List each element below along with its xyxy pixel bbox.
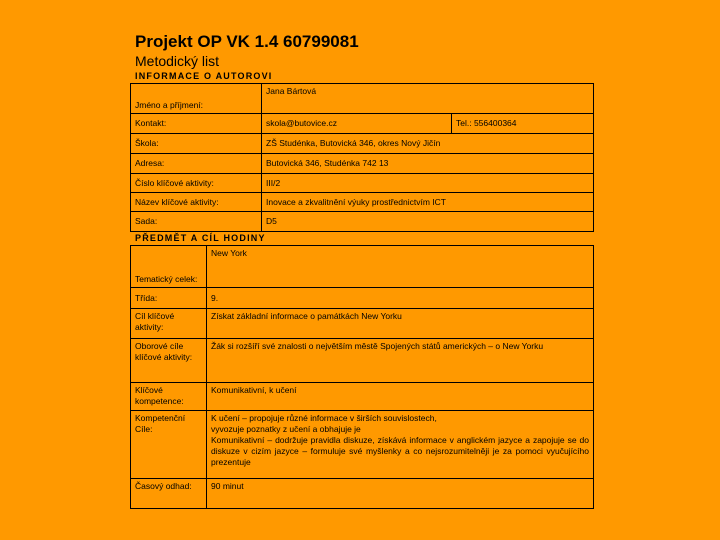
page-title: Projekt OP VK 1.4 60799081 [135, 32, 359, 51]
table-row [131, 174, 594, 193]
school-value: ZŠ Studénka, Butovická 346, okres Nový Jičín [262, 134, 594, 154]
table-row [131, 309, 594, 339]
activity-name-value: Inovace a zkvalitnění výuky prostřednictvím ICT [262, 193, 594, 212]
table-row [131, 479, 594, 509]
contact-label: Kontakt: [131, 114, 262, 134]
activity-number-label: Číslo klíčové aktivity: [131, 174, 262, 193]
field-goal-label: Oborové cíle klíčové aktivity: [131, 339, 207, 383]
school-label: Škola: [131, 134, 262, 154]
address-label: Adresa: [131, 154, 262, 174]
table-row [131, 288, 594, 309]
topic-value: New York [207, 246, 594, 288]
table-row [131, 84, 594, 114]
competence-goals-value [207, 411, 594, 479]
set-value: D5 [262, 212, 594, 232]
activity-name-label: Název klíčové aktivity: [131, 193, 262, 212]
competence-goal-line: vyvozuje poznatky z učení a obhajuje je [211, 424, 361, 434]
goal-label: Cíl klíčové aktivity: [131, 309, 207, 339]
competences-label: Klíčové kompetence: [131, 383, 207, 411]
competence-goal-line: K učení – propojuje různé informace v širších souvislostech, [211, 413, 437, 423]
name-value: Jana Bártová [262, 84, 594, 114]
author-section-heading: INFORMACE O AUTOROVI [135, 71, 273, 81]
contact-email: skola@butovice.cz [262, 114, 452, 134]
time-value: 90 minut [207, 479, 594, 509]
author-info-table [130, 83, 594, 232]
field-goal-value: Žák si rozšíří své znalosti o největším městě Spojených států amerických – o New Yorku [207, 339, 594, 383]
lesson-goal-table [130, 245, 594, 509]
contact-phone: Tel.: 556400364 [452, 114, 594, 134]
table-row [131, 212, 594, 232]
topic-label: Tematický celek: [131, 246, 207, 288]
goal-value: Získat základní informace o památkách New Yorku [207, 309, 594, 339]
activity-number-value: III/2 [262, 174, 594, 193]
page-subtitle: Metodický list [135, 53, 220, 69]
table-row [131, 411, 594, 479]
table-row [131, 154, 594, 174]
grade-label: Třída: [131, 288, 207, 309]
lesson-section-heading: PŘEDMĚT A CÍL HODINY [135, 233, 266, 243]
table-row [131, 114, 594, 134]
set-label: Sada: [131, 212, 262, 232]
table-row [131, 193, 594, 212]
table-row [131, 339, 594, 383]
competence-goal-line: Komunikativní – dodržuje pravidla diskuze, získává informace v anglickém jazyce a zapojuje se do diskuze v cizím jazyce – formuluje své myšlenky a co nejsrozumitelněji je za pomoci vyučujícího prezentuje [211, 435, 589, 467]
time-label: Časový odhad: [131, 479, 207, 509]
competence-goals-label: Kompetenční Cíle: [131, 411, 207, 479]
table-row [131, 246, 594, 288]
name-label: Jméno a příjmení: [131, 84, 262, 114]
grade-value: 9. [207, 288, 594, 309]
address-value: Butovická 346, Studénka 742 13 [262, 154, 594, 174]
competences-value: Komunikativní, k učení [207, 383, 594, 411]
table-row [131, 134, 594, 154]
table-row [131, 383, 594, 411]
